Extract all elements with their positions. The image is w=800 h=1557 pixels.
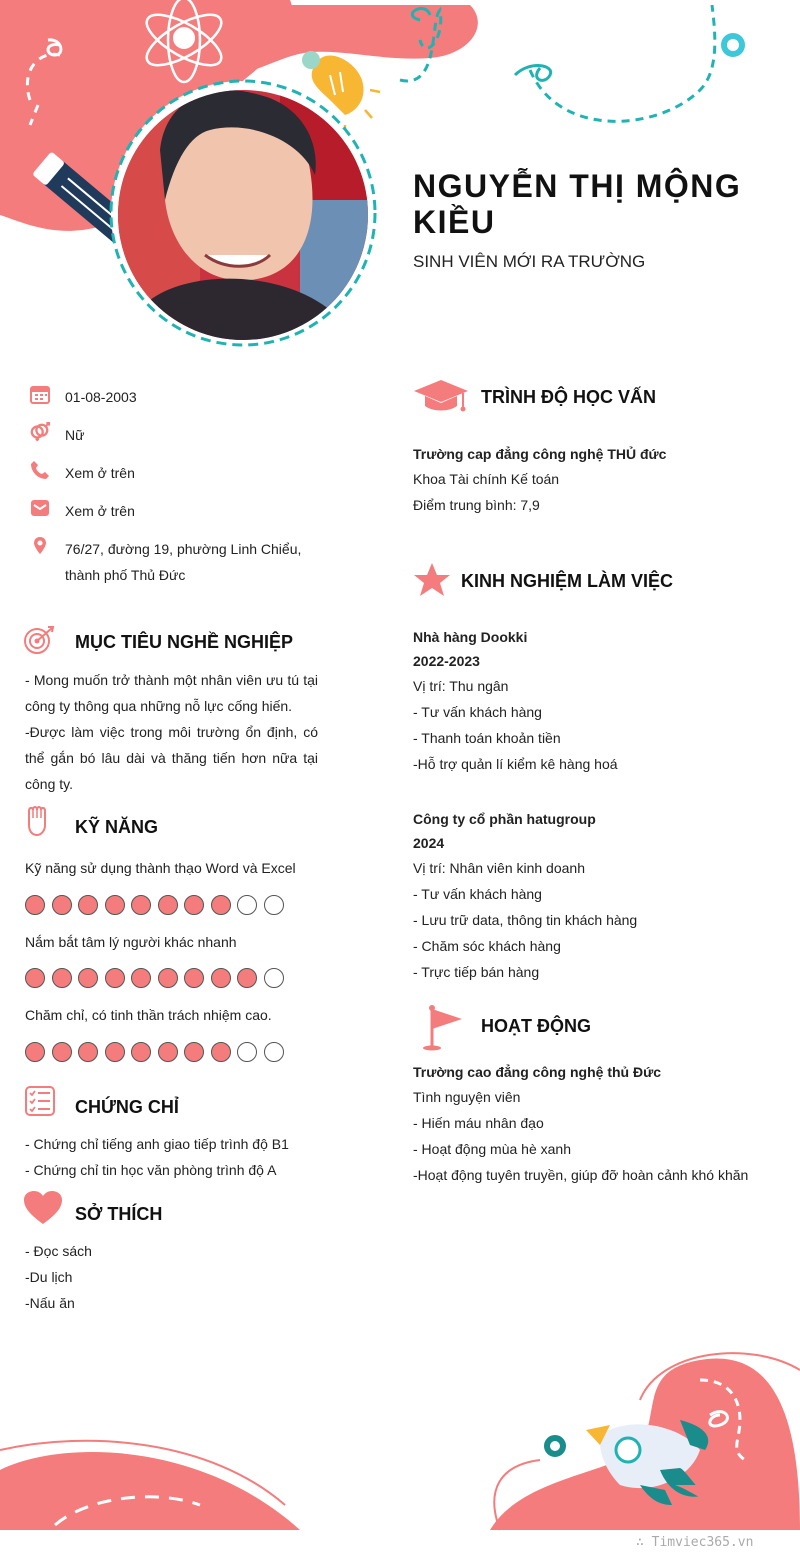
rating-dot-filled: [25, 1042, 45, 1062]
rating-dot-filled: [25, 968, 45, 988]
certificates-title: CHỨNG CHỈ: [75, 1097, 179, 1117]
checklist-icon: [24, 1085, 56, 1117]
candidate-name: NGUYỄN THỊ MỘNG KIỀU: [413, 168, 742, 240]
job-duty: - Tư vấn khách hàng: [413, 886, 542, 902]
hobby-item: - Đọc sách: [25, 1243, 92, 1259]
rating-dot-filled: [237, 968, 257, 988]
rating-dot-filled: [158, 1042, 178, 1062]
job-duty: - Thanh toán khoản tiền: [413, 730, 561, 746]
rating-dot-filled: [52, 968, 72, 988]
candidate-role: SINH VIÊN MỚI RA TRƯỜNG: [413, 252, 646, 271]
flag-icon: [420, 1003, 464, 1051]
activity-role: Tình nguyện viên: [413, 1089, 521, 1105]
rating-dot-filled: [52, 1042, 72, 1062]
gender-value: Nữ: [65, 427, 85, 443]
target-icon: [22, 624, 58, 656]
rating-dot-filled: [52, 895, 72, 915]
job-duty: - Chăm sóc khách hàng: [413, 938, 561, 954]
star-icon: [413, 562, 451, 598]
email-icon: [30, 498, 50, 518]
watermark: ∴ Timviec365.vn: [636, 1535, 754, 1550]
rating-dot-empty: [237, 895, 257, 915]
calendar-icon: [30, 384, 50, 404]
email-value: Xem ở trên: [65, 503, 135, 519]
birthday-value: 01-08-2003: [65, 389, 137, 405]
skill-label: Kỹ năng sử dụng thành thạo Word và Excel: [25, 860, 296, 876]
activity-item: - Hiến máu nhân đạo: [413, 1115, 544, 1131]
rating-dot-filled: [211, 1042, 231, 1062]
job-position: Vị trí: Nhân viên kinh doanh: [413, 860, 585, 876]
rating-dot-filled: [131, 968, 151, 988]
education-gpa: Điểm trung bình: 7,9: [413, 497, 540, 513]
objective-title: MỤC TIÊU NGHỀ NGHIỆP: [75, 632, 294, 652]
phone-value: Xem ở trên: [65, 465, 135, 481]
job-period: 2024: [413, 835, 445, 851]
job-duty: -Hỗ trợ quản lí kiểm kê hàng hoá: [413, 756, 618, 772]
rating-dot-filled: [131, 1042, 151, 1062]
rating-dot-filled: [184, 895, 204, 915]
rating-dot-filled: [78, 1042, 98, 1062]
address-value: 76/27, đường 19, phường Linh Chiểu, thành phố Thủ Đức: [65, 541, 302, 583]
job-position: Vị trí: Thu ngân: [413, 678, 509, 694]
heart-icon: [23, 1190, 63, 1226]
education-school: Trường cap đẳng công nghệ THỦ đức: [413, 446, 667, 462]
rating-dot-filled: [25, 895, 45, 915]
graduation-cap-icon: [413, 378, 469, 414]
rating-dot-empty: [264, 968, 284, 988]
experience-title: KINH NGHIỆM LÀM VIỆC: [461, 571, 674, 591]
job-company: Nhà hàng Dookki: [413, 629, 528, 645]
rating-dot-filled: [158, 895, 178, 915]
activities-title: HOẠT ĐỘNG: [481, 1016, 591, 1036]
rating-dot-filled: [78, 968, 98, 988]
fist-icon: [25, 805, 49, 837]
certificate-item: - Chứng chỉ tiếng anh giao tiếp trình độ B1: [25, 1136, 289, 1152]
location-pin-icon: [30, 536, 50, 556]
rating-dot-filled: [184, 968, 204, 988]
rating-dot-filled: [211, 895, 231, 915]
hobby-item: -Du lịch: [25, 1269, 73, 1285]
gender-icon: [30, 422, 50, 442]
skill-label: Chăm chỉ, có tinh thần trách nhiệm cao.: [25, 1007, 272, 1023]
bottom-decoration: [0, 1320, 800, 1535]
education-faculty: Khoa Tài chính Kế toán: [413, 471, 560, 487]
rating-dot-filled: [105, 1042, 125, 1062]
skill-rating: [25, 895, 284, 915]
activity-org: Trường cao đẳng công nghệ thủ Đức: [413, 1064, 662, 1080]
rating-dot-filled: [105, 968, 125, 988]
rating-dot-filled: [105, 895, 125, 915]
skill-rating: [25, 1042, 284, 1062]
rating-dot-filled: [131, 895, 151, 915]
rating-dot-filled: [184, 1042, 204, 1062]
rating-dot-empty: [264, 1042, 284, 1062]
rating-dot-filled: [78, 895, 98, 915]
activity-item: -Hoạt động tuyên truyền, giúp đỡ hoàn cảnh khó khăn: [413, 1167, 749, 1183]
hobby-item: -Nấu ăn: [25, 1295, 75, 1311]
job-duty: - Lưu trữ data, thông tin khách hàng: [413, 912, 638, 928]
rating-dot-filled: [158, 968, 178, 988]
phone-icon: [30, 460, 50, 480]
skill-rating: [25, 968, 284, 988]
job-duty: - Trực tiếp bán hàng: [413, 964, 540, 980]
skill-label: Nắm bắt tâm lý người khác nhanh: [25, 934, 237, 950]
objective-text: - Mong muốn trở thành một nhân viên ưu tú tại công ty thông qua những nỗ lực cống hiến. -Được làm việc trong môi trường ổn định, có thể gắn bó lâu dài và thăng tiến hơn nữa tại công ty.: [25, 672, 318, 792]
hobbies-title: SỞ THÍCH: [75, 1204, 163, 1224]
rating-dot-empty: [264, 895, 284, 915]
job-duty: - Tư vấn khách hàng: [413, 704, 542, 720]
job-period: 2022-2023: [413, 653, 480, 669]
job-company: Công ty cổ phần hatugroup: [413, 811, 596, 827]
activity-item: - Hoạt động mùa hè xanh: [413, 1141, 571, 1157]
rating-dot-filled: [211, 968, 231, 988]
skills-title: KỸ NĂNG: [75, 817, 159, 837]
rating-dot-empty: [237, 1042, 257, 1062]
education-title: TRÌNH ĐỘ HỌC VẤN: [481, 387, 656, 407]
certificate-item: - Chứng chỉ tin học văn phòng trình độ A: [25, 1162, 277, 1178]
